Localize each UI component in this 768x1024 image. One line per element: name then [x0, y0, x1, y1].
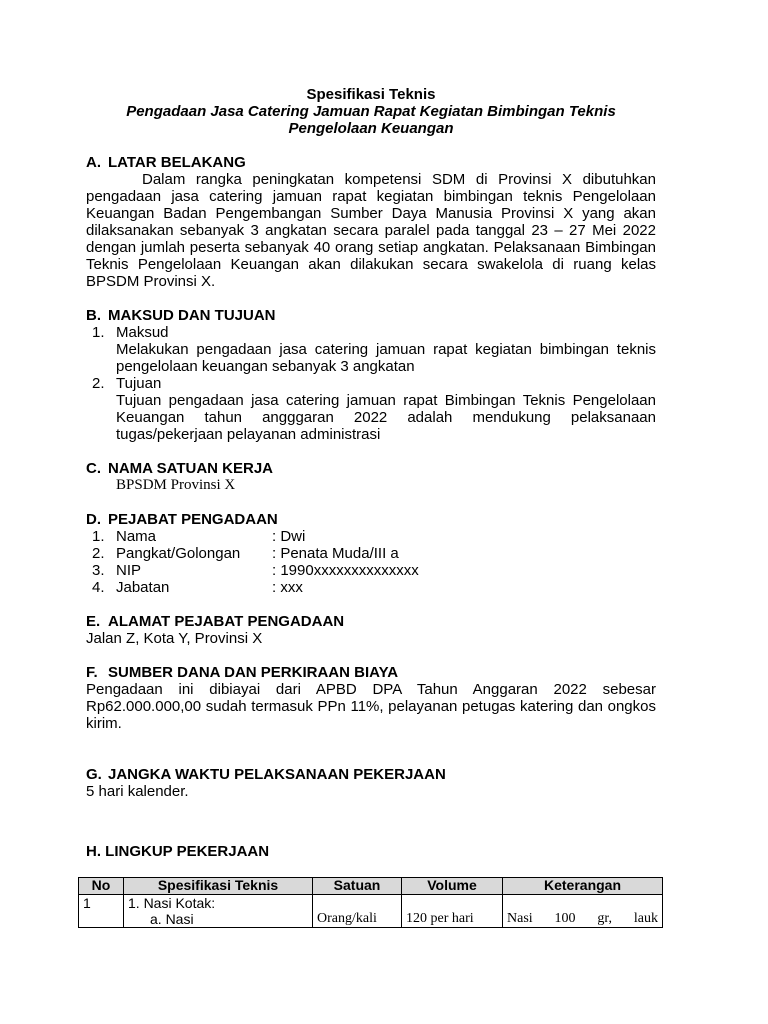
cell-no: 1 [79, 895, 124, 928]
lingkup-table [78, 877, 663, 928]
section-h [83, 843, 658, 928]
cell-keterangan: Nasi 100 gr, lauk [503, 895, 663, 928]
col-header-keterangan: Keterangan [503, 878, 663, 895]
document-title [86, 86, 656, 137]
list-item-tujuan: 2. Tujuan [92, 375, 162, 392]
pejabat-row: 3. NIP : 1990xxxxxxxxxxxxxx [92, 562, 419, 579]
section-f [86, 664, 656, 732]
section-c [86, 460, 656, 494]
section-a-heading: A. LATAR BELAKANG [86, 154, 246, 171]
col-header-spesifikasi: Spesifikasi Teknis [124, 878, 313, 895]
title-line-3: Pengelolaan Keuangan [288, 120, 454, 137]
section-a [86, 154, 656, 290]
satuan-kerja-name: BPSDM Provinsi X [116, 477, 236, 493]
sumber-dana-text: Pengadaan ini dibiayai dari APBD DPA Tahun Anggaran 2022 sebesar Rp62.000.000,00 sudah termasuk PPn 11%, pelayanan petugas katering dan ongkos kirim. [86, 681, 656, 732]
pejabat-row: 4. Jabatan : xxx [92, 579, 303, 596]
section-d [86, 511, 656, 596]
table-row [79, 895, 663, 928]
col-header-no: No [79, 878, 124, 895]
col-header-satuan: Satuan [313, 878, 402, 895]
cell-satuan: Orang/kali [313, 895, 402, 928]
section-b [86, 307, 656, 443]
section-e [86, 613, 656, 647]
section-g-heading: G. JANGKA WAKTU PELAKSANAAN PEKERJAAN [86, 766, 446, 783]
section-g [86, 766, 656, 800]
section-e-heading: E. ALAMAT PEJABAT PENGADAAN [86, 613, 345, 630]
list-item-maksud: 1. Maksud [92, 324, 169, 341]
alamat-text: Jalan Z, Kota Y, Provinsi X [86, 630, 263, 647]
cell-volume: 120 per hari [402, 895, 503, 928]
tujuan-text: Tujuan pengadaan jasa catering jamuan rapat Bimbingan Teknis Pengelolaan Keuangan tahun angggaran 2022 adalah mendukung pelaksanaan tugas/pekerjaan pelayanan administrasi [116, 392, 656, 443]
jangka-waktu-text: 5 hari kalender. [86, 783, 189, 800]
table-header-row [79, 878, 663, 895]
col-header-volume: Volume [402, 878, 503, 895]
section-h-heading: H. LINGKUP PEKERJAAN [86, 843, 270, 860]
pejabat-row: 1. Nama : Dwi [92, 528, 306, 545]
section-f-heading: F. SUMBER DANA DAN PERKIRAAN BIAYA [86, 664, 399, 681]
title-line-1: Spesifikasi Teknis [306, 86, 436, 103]
section-b-heading: B. MAKSUD DAN TUJUAN [86, 307, 276, 324]
section-d-heading: D. PEJABAT PENGADAAN [86, 511, 278, 528]
maksud-text: Melakukan pengadaan jasa catering jamuan rapat kegiatan bimbingan teknis pengelolaan keuangan sebanyak 3 angkatan [116, 341, 656, 375]
cell-spesifikasi: 1. Nasi Kotak: a. Nasi [124, 895, 313, 928]
section-a-body: Dalam rangka peningkatan kompetensi SDM di Provinsi X dibutuhkan pengadaan jasa catering jamuan rapat kegiatan bimbingan teknis Pengelolaan Keuangan Badan Pengembangan Sumber Daya Manusia Provinsi X yang akan dilaksanakan sebanyak 3 angkatan secara paralel pada tanggal 23 – 27 Mei 2022 dengan jumlah peserta sebanyak 40 orang setiap angkatan. Pelaksanaan Bimbingan Teknis Pengelolaan Keuangan akan dilakukan secara swakelola di ruang kelas BPSDM Provinsi X. [86, 171, 656, 290]
document-page [83, 86, 658, 928]
title-line-2: Pengadaan Jasa Catering Jamuan Rapat Kegiatan Bimbingan Teknis [126, 103, 616, 120]
section-c-heading: C. NAMA SATUAN KERJA [86, 460, 273, 477]
pejabat-row: 2. Pangkat/Golongan : Penata Muda/III a [92, 545, 399, 562]
